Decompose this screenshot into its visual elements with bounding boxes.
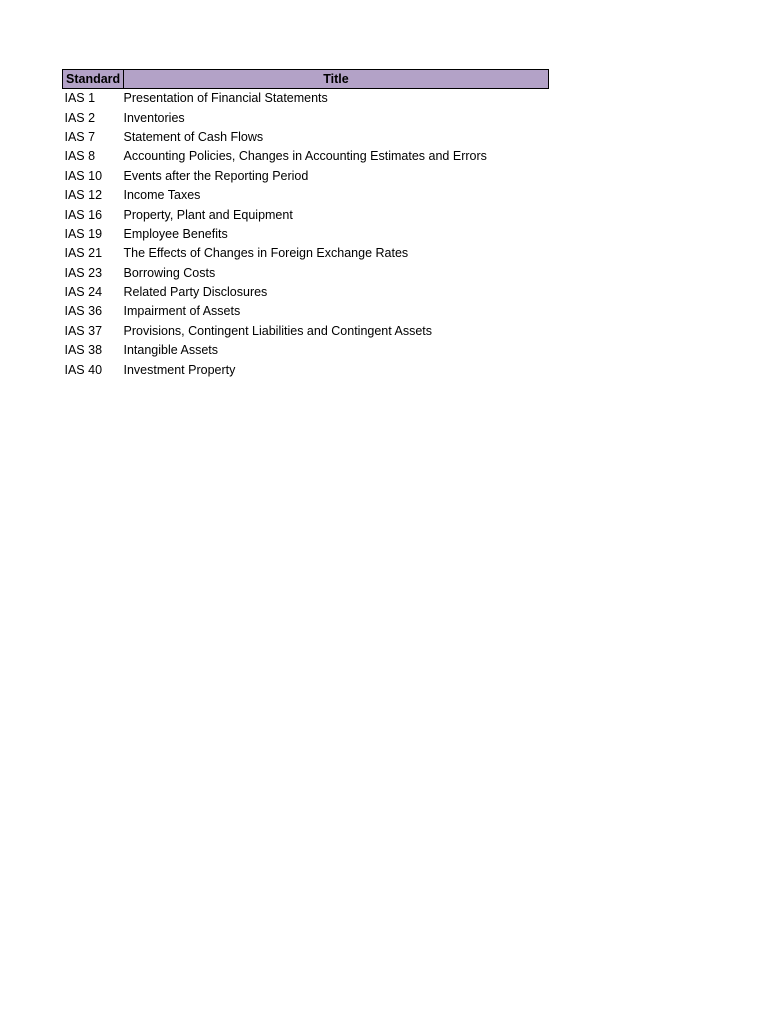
title-cell: Impairment of Assets [123, 304, 241, 319]
table-row [63, 341, 549, 360]
table-row [63, 89, 549, 109]
title-cell: Accounting Policies, Changes in Accounting Estimates and Errors [123, 149, 487, 164]
header-row [63, 70, 549, 89]
table-row [63, 322, 549, 341]
table-header [63, 70, 549, 89]
standards-sheet [62, 69, 548, 380]
standard-cell: IAS 16 [64, 207, 103, 222]
table-row [63, 147, 549, 166]
table-row [63, 128, 549, 147]
standard-cell: IAS 24 [64, 285, 103, 300]
table-row [63, 244, 549, 263]
standard-cell: IAS 12 [64, 188, 103, 203]
title-cell: Provisions, Contingent Liabilities and Contingent Assets [123, 323, 433, 338]
title-cell: Events after the Reporting Period [123, 168, 309, 183]
standard-cell: IAS 40 [64, 362, 103, 377]
table-row [63, 283, 549, 302]
table-row [63, 360, 549, 379]
title-cell: Property, Plant and Equipment [123, 207, 293, 222]
standard-cell: IAS 2 [64, 110, 96, 125]
standards-table [62, 69, 549, 380]
table-row [63, 225, 549, 244]
table-row [63, 205, 549, 224]
standard-cell: IAS 23 [64, 265, 103, 280]
standard-cell: IAS 19 [64, 226, 103, 241]
standard-cell: IAS 10 [64, 168, 103, 183]
title-cell: Intangible Assets [123, 343, 219, 358]
title-cell: Borrowing Costs [123, 265, 216, 280]
table-body [63, 89, 549, 380]
table-row [63, 108, 549, 127]
table-row [63, 302, 549, 321]
standard-cell: IAS 37 [64, 323, 103, 338]
title-cell: Presentation of Financial Statements [123, 91, 328, 106]
standard-cell: IAS 8 [64, 149, 96, 164]
standard-cell: IAS 7 [64, 129, 96, 144]
title-cell: Employee Benefits [123, 226, 228, 241]
title-cell: Statement of Cash Flows [123, 129, 264, 144]
title-cell: Investment Property [123, 362, 236, 377]
table-row [63, 186, 549, 205]
table-row [63, 167, 549, 186]
table-row [63, 264, 549, 283]
title-cell: Income Taxes [123, 188, 201, 203]
standard-cell: IAS 21 [64, 246, 103, 261]
standard-column-header: Standard [63, 70, 124, 89]
standard-cell: IAS 36 [64, 304, 103, 319]
standard-cell: IAS 1 [64, 91, 96, 106]
title-cell: Inventories [123, 110, 185, 125]
title-cell: Related Party Disclosures [123, 285, 268, 300]
standard-cell: IAS 38 [64, 343, 103, 358]
title-cell: The Effects of Changes in Foreign Exchange Rates [123, 246, 409, 261]
title-column-header: Title [124, 70, 549, 89]
